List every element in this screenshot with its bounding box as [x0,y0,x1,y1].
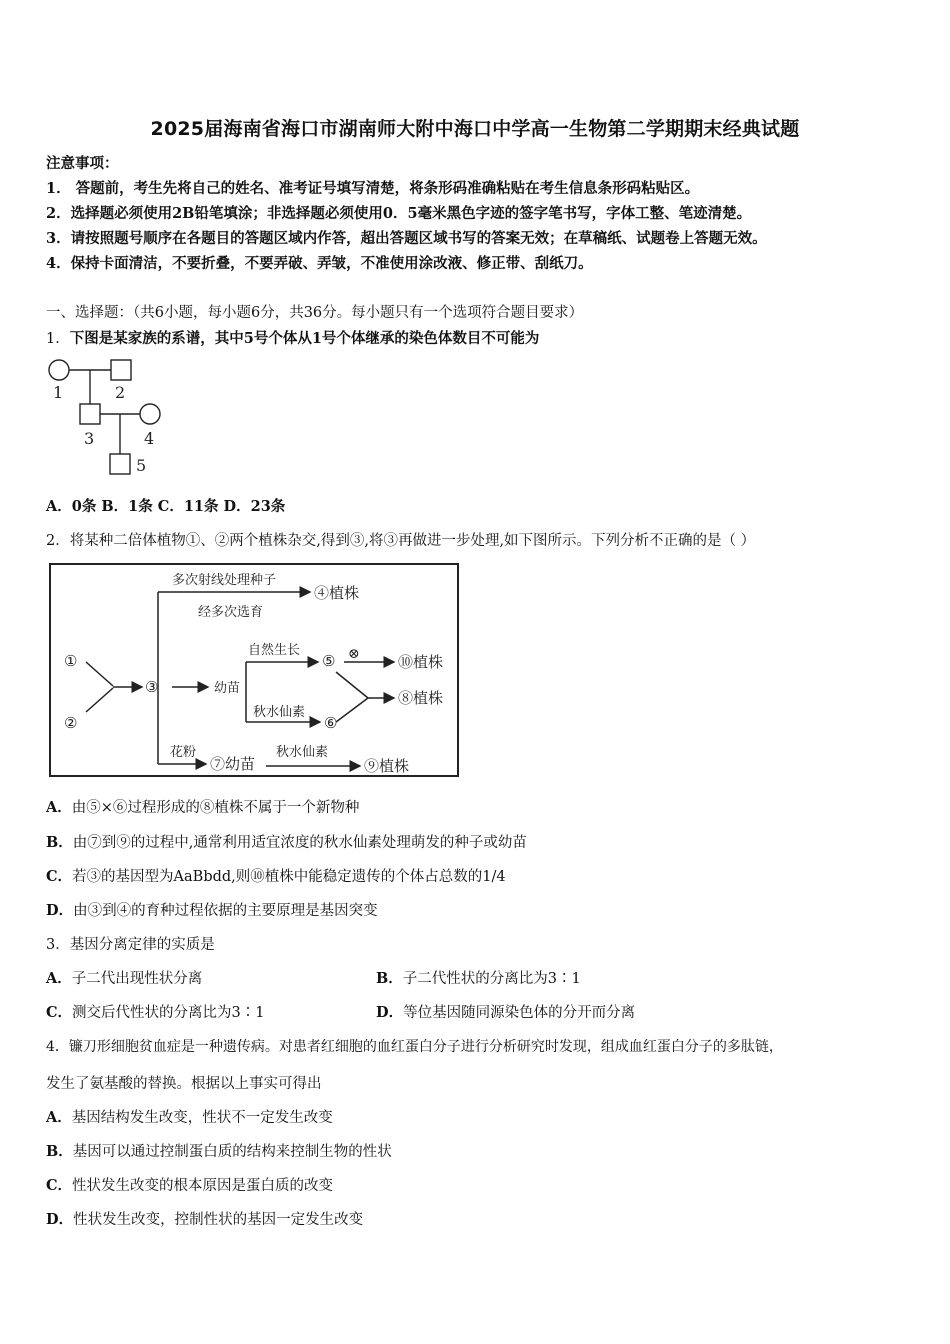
node-6: ⑥ [324,714,338,732]
node-plant-9: ⑨植株 [364,757,410,775]
label-colchicine: 秋水仙素 [253,705,306,720]
option-item: D．性状发生改变，控制性状的基因一定发生改变 [46,1211,364,1228]
node-5: ⑤ [322,652,336,670]
question-4-stem-continued: 发生了氨基酸的替换。根据以上事实可得出 [46,1076,322,1092]
option-item: D．等位基因随同源染色体的分开而分离 [376,1004,636,1021]
question-number: 2． [46,533,70,549]
diagram-frame [50,564,458,776]
node-plant-8: ⑧植株 [398,689,444,707]
question-number: 4． [46,1039,69,1055]
node-plant-4: ④植株 [314,584,360,602]
pedigree-label: 4 [144,429,155,448]
label-seedling: 幼苗 [214,681,241,696]
cross-line [86,662,113,686]
question-stem: 基因分离定律的实质是 [69,937,215,953]
pedigree-label: 1 [53,383,64,402]
node-offspring-3: ③ [145,678,159,696]
page-title: 2025届海南省海口市湖南师大附中海口中学高一生物第二学期期末经典试题 [150,118,800,140]
label-radiation: 多次射线处理种子 [172,573,277,588]
option-item: A．由⑤×⑥过程形成的⑧植株不属于一个新物种 [46,799,360,816]
pedigree-individual-1 [49,360,69,380]
question-4 [46,1036,783,1056]
label-natural-growth: 自然生长 [248,643,301,658]
label-colchicine-2: 秋水仙素 [276,745,329,760]
notice-item: 1． 答题前，考生先将自己的姓名、准考证号填写清楚，将条形码准确粘贴在考生信息条形码粘贴区。 [46,180,700,197]
pedigree-label: 2 [115,383,126,402]
node-parent-1: ① [64,652,78,670]
question-stem: 下图是某家族的系谱，其中5号个体从1号个体继承的染色体数目不可能为 [69,330,540,347]
question-number: 3． [46,937,70,953]
pedigree-individual-4 [140,404,160,424]
option-item: B．基因可以通过控制蛋白质的结构来控制生物的性状 [46,1143,392,1160]
option-item: A．子二代出现性状分离 [46,970,203,987]
notice-item: 3．请按照题号顺序在各题目的答题区域内作答，超出答题区域书写的答案无效；在草稿纸、试题卷上答题无效。 [46,230,767,247]
question-stem: 镰刀形细胞贫血症是一种遗传病。对患者红细胞的血红蛋白分子进行分析研究时发现，组成血红蛋白分子的多肽链， [68,1039,783,1055]
question-1-options: A．0条 B．1条 C．11条 D．23条 [46,498,286,515]
selfing-symbol: ⊗ [348,646,360,662]
pedigree-diagram [40,352,180,480]
question-stem: 将某种二倍体植物①、②两个植株杂交,得到③,将③再做进一步处理,如下图所示。下列分析不正确的是（ ） [69,533,756,549]
question-1 [46,327,539,348]
node-seedling-7: ⑦幼苗 [210,755,256,773]
hybrid-line [336,698,368,722]
pedigree-label: 5 [136,456,147,475]
option-item: D．由③到④的育种过程依据的主要原理是基因突变 [46,902,378,919]
node-plant-10: ⑩植株 [398,653,444,671]
pedigree-individual-3 [80,404,100,424]
notice-item: 4．保持卡面清洁，不要折叠，不要弄破、弄皱，不准使用涂改液、修正带、刮纸刀。 [46,255,593,272]
label-pollen: 花粉 [170,745,197,760]
cross-line [86,688,113,712]
node-parent-2: ② [64,714,78,732]
pedigree-individual-2 [111,360,131,380]
breeding-diagram [48,562,463,780]
pedigree-individual-5 [110,454,130,474]
section-heading: 一、选择题：（共6小题，每小题6分，共36分。每小题只有一个选项符合题目要求） [46,305,584,321]
question-2 [46,529,755,550]
option-item: C．性状发生改变的根本原因是蛋白质的改变 [46,1177,334,1194]
question-3 [46,933,215,954]
question-number: 1． [46,331,70,347]
option-item: B．子二代性状的分离比为3∶1 [376,970,581,987]
pedigree-label: 3 [84,429,95,448]
notice-heading: 注意事项： [46,155,119,172]
option-item: C．测交后代性状的分离比为3∶1 [46,1004,265,1021]
label-selection: 经多次选育 [198,605,264,620]
option-item: B．由⑦到⑨的过程中,通常利用适宜浓度的秋水仙素处理萌发的种子或幼苗 [46,834,527,851]
option-item: A．基因结构发生改变，性状不一定发生改变 [46,1109,333,1126]
notice-item: 2．选择题必须使用2B铅笔填涂；非选择题必须使用0．5毫米黑色字迹的签字笔书写，字体工整、笔迹清楚。 [46,205,752,222]
option-item: C．若③的基因型为AaBbdd,则⑩植株中能稳定遗传的个体占总数的1/4 [46,868,506,885]
hybrid-line [336,672,368,698]
